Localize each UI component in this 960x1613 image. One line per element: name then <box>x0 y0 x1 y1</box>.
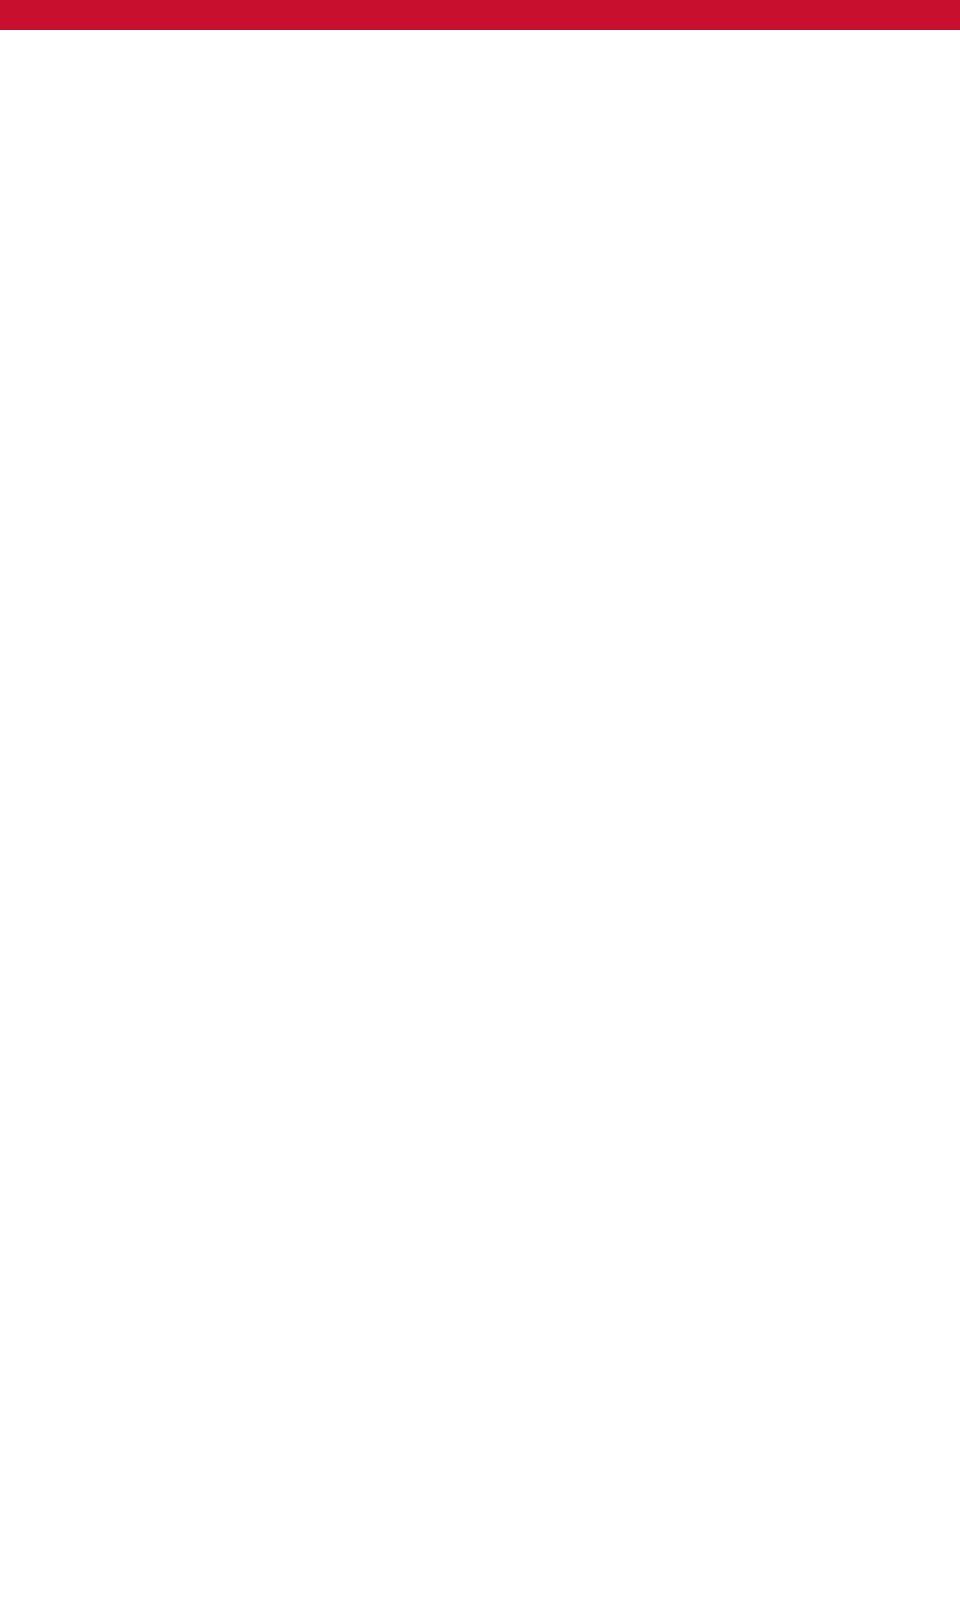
document-body <box>37 65 933 95</box>
document-header <box>0 0 960 30</box>
